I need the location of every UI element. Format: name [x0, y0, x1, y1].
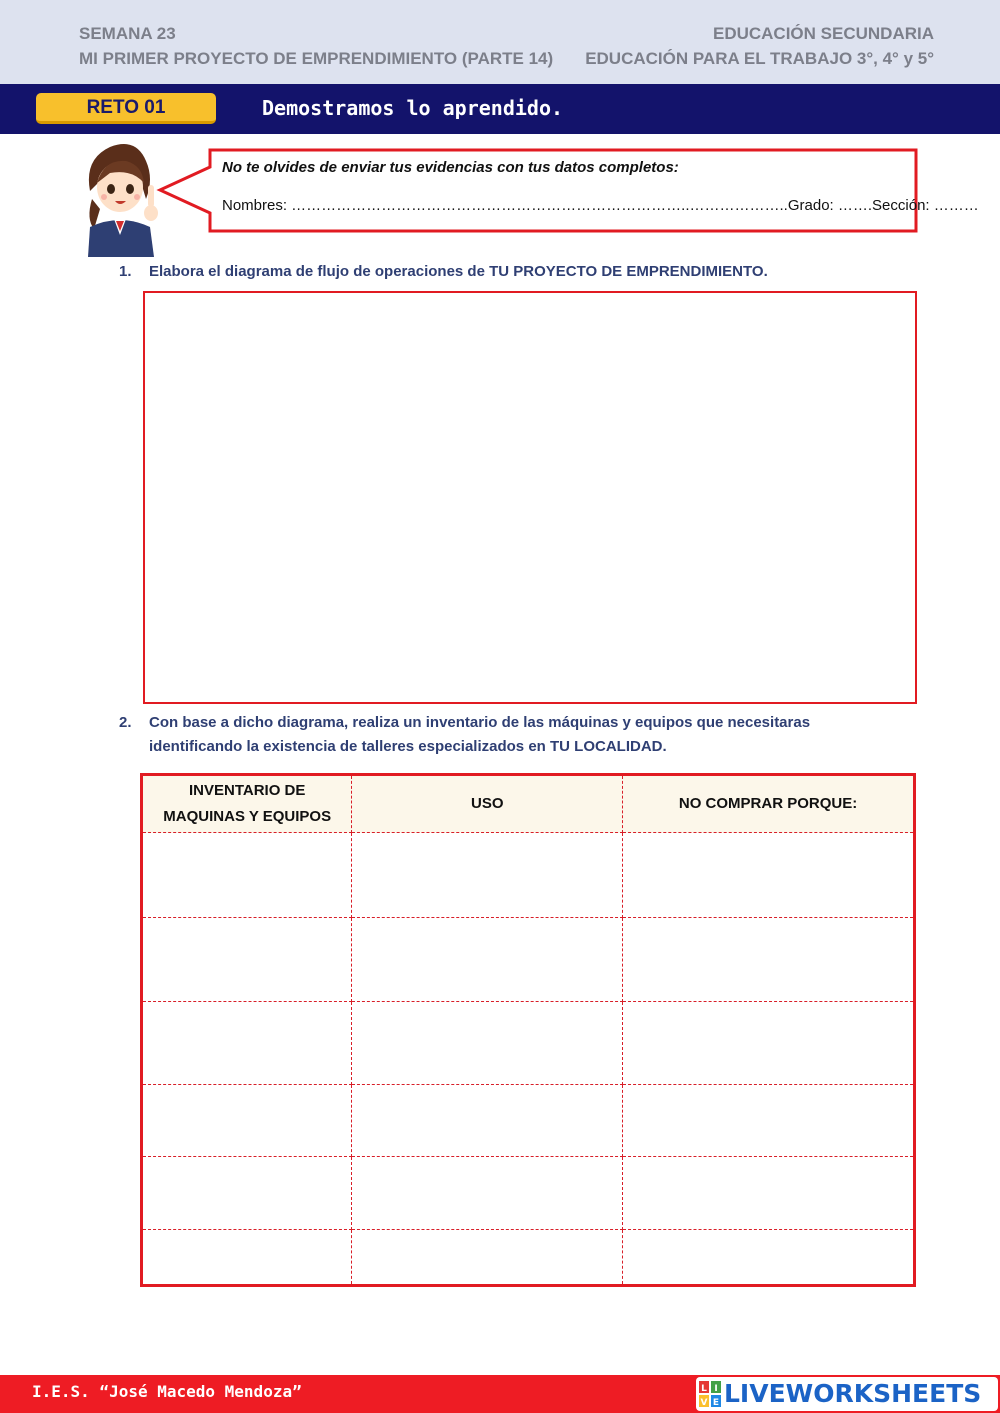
table-cell[interactable]	[352, 1002, 623, 1084]
table-cell[interactable]	[623, 1002, 915, 1084]
table-cell[interactable]	[142, 1084, 352, 1156]
table-row	[142, 1229, 915, 1285]
table-cell[interactable]	[352, 1157, 623, 1229]
table-cell[interactable]	[623, 917, 915, 1001]
week-label: SEMANA 23	[79, 24, 176, 43]
table-header-row	[142, 775, 915, 833]
question-2-number: 2.	[119, 714, 132, 731]
reminder-text: No te olvides de enviar tus evidencias con tus datos completos:	[222, 159, 679, 176]
table-cell[interactable]	[142, 1229, 352, 1285]
question-2-line1: Con base a dicho diagrama, realiza un inventario de las máquinas y equipos que necesitaras	[149, 714, 811, 731]
header-left	[79, 21, 553, 71]
table-cell[interactable]	[623, 833, 915, 917]
table-cell[interactable]	[623, 1157, 915, 1229]
education-level: EDUCACIÓN SECUNDARIA	[712, 24, 934, 43]
table-cell[interactable]	[142, 1157, 352, 1229]
project-title: MI PRIMER PROYECTO DE EMPRENDIMIENTO (PARTE 14)	[79, 49, 554, 68]
liveworksheets-brand: LIVEWORKSHEETS	[724, 1379, 982, 1408]
school-name: I.E.S. “José Macedo Mendoza”	[32, 1382, 302, 1401]
table-row	[142, 917, 915, 1001]
table-cell[interactable]	[142, 917, 352, 1001]
table-cell[interactable]	[623, 1084, 915, 1156]
table-cell[interactable]	[142, 1002, 352, 1084]
course-grades: EDUCACIÓN PARA EL TRABAJO 3°, 4° y 5°	[585, 49, 934, 68]
question-2-line2: identificando la existencia de talleres especializados en TU LOCALIDAD.	[149, 738, 667, 755]
table-cell[interactable]	[352, 1084, 623, 1156]
header-no-comprar: NO COMPRAR PORQUE:	[623, 775, 915, 833]
table-row	[142, 1157, 915, 1229]
svg-text:I: I	[714, 1384, 718, 1394]
table-cell[interactable]	[352, 1229, 623, 1285]
header-uso: USO	[352, 775, 623, 833]
table-row	[142, 1002, 915, 1084]
table-cell[interactable]	[352, 917, 623, 1001]
table-row	[142, 1084, 915, 1156]
header-inventory: INVENTARIO DE MAQUINAS Y EQUIPOS	[142, 775, 352, 833]
question-1-text: Elabora el diagrama de flujo de operaciones de TU PROYECTO DE EMPRENDIMIENTO.	[149, 263, 768, 280]
svg-text:L: L	[701, 1384, 707, 1394]
liveworksheets-logo-icon	[699, 1381, 721, 1407]
flow-diagram-answer-box[interactable]	[143, 291, 917, 704]
svg-text:V: V	[700, 1398, 708, 1407]
question-1-number: 1.	[119, 263, 132, 280]
table-row	[142, 833, 915, 917]
student-data-line: Nombres: ……………………………………………………………………..………………..Grado: …….Sección: ………	[222, 197, 979, 214]
header-right	[585, 21, 934, 71]
table-cell[interactable]	[623, 1229, 915, 1285]
student-illustration	[80, 139, 164, 257]
question-2-text	[149, 711, 810, 759]
svg-text:E: E	[712, 1398, 720, 1407]
table-cell[interactable]	[142, 833, 352, 917]
table-cell[interactable]	[352, 833, 623, 917]
inventory-table	[140, 773, 916, 1287]
reto-badge: RETO 01	[36, 93, 216, 124]
section-title: Demostramos lo aprendido.	[262, 96, 564, 120]
